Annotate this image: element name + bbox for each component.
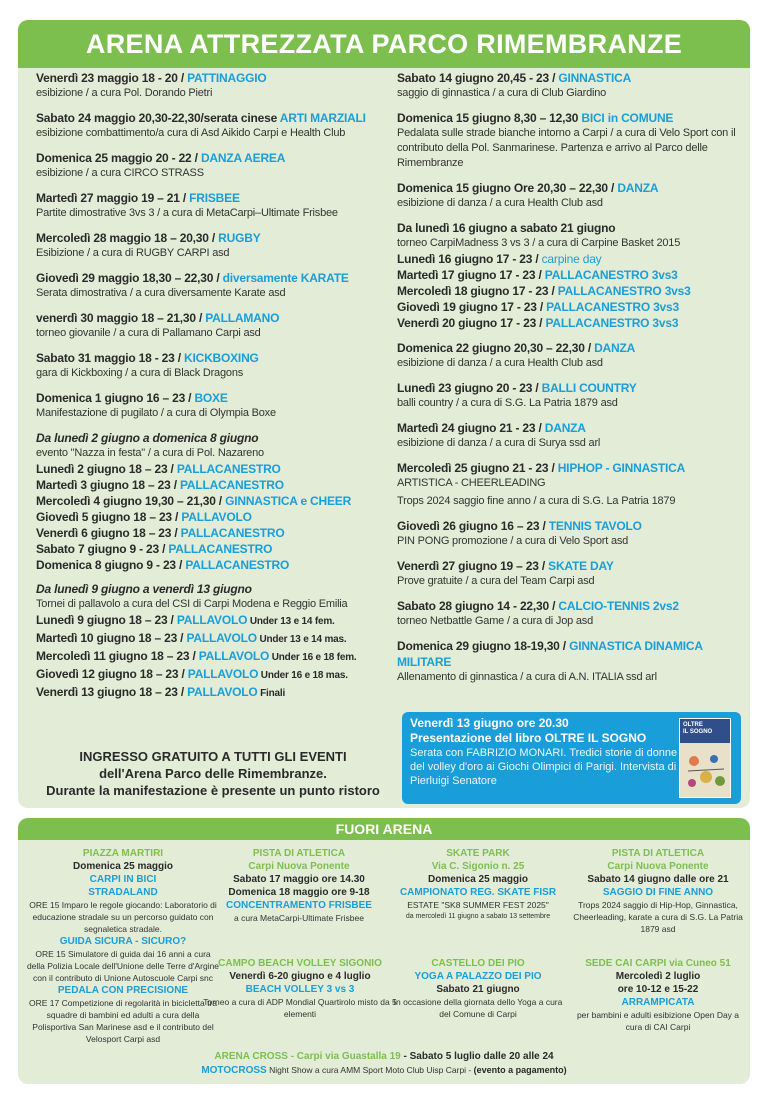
event-item: Domenica 1 giugno 16 – 23 / BOXE Manifestazione di pugilato / a cura di Olympia Boxe (36, 391, 276, 419)
event-item: Sabato 31 maggio 18 - 23 / KICKBOXING gara di Kickboxing / a cura di Black Dragons (36, 351, 259, 379)
event-item: Martedì 24 giugno 21 - 23 / DANZA esibizione di danza / a cura di Surya ssd arl (397, 421, 601, 449)
skate-park-box: SKATE PARK Via C. Sigonio n. 25 Domenica 25 maggio CAMPIONATO REG. SKATE FISR ESTATE "SK8 SUMMER FEST 2025" da mercoledì 11 giugno a sabato 13 settembre (399, 848, 557, 920)
piazza-martiri-box: PIAZZA MARTIRI Domenica 25 maggio CARPI IN BICI STRADALAND ORE 15 Imparo le regole giocando: Laboratorio di educazione stradale su un percorso guidato con segnaletica stradale. GUIDA SICURA - SICURO? ORE 15 Simulatore di guida dai 16 anni a cura della Polizia Locale dell'Unione delle Terre d'Argine con il contributo di Unione Autoscuole Carpi snc PEDALA CON PRECISIONE ORE 17 Competizione di regolarità in bicicletta tra squadre di bambini ed adulti a cura della Polisportiva San Marinese asd e il contributo del Velosport Carpi asd (26, 848, 220, 1044)
left-column (36, 70, 388, 702)
event-item: Giovedì 29 maggio 18,30 – 22,30 / diversamente KARATE Serata dimostrativa / a cura diversamente Karate asd (36, 271, 349, 299)
cai-carpi-box: SEDE CAI CARPI via Cuneo 51 Mercoledì 2 luglio ore 10-12 e 15-22 ARRAMPICATA per bambini e adulti esibizione Open Day a cura di CAI Carpi (576, 958, 740, 1032)
activity-label: BOXE (194, 391, 228, 405)
event-item: Domenica 15 giugno 8,30 – 12,30 BICI in COMUNE Pedalata sulle strade bianche intorno a Carpi / a cura di Velo Sport con il contributo della Pol. Sanmarinese. Partenza e arrivo al Parco delle Rimembranze (397, 111, 736, 169)
carpi-madness-group: Da lunedì 16 giugno a sabato 21 giugno torneo CarpiMadness 3 vs 3 / a cura di Carpine Basket 2015 Lunedì 16 giugno 17 - 23 / carpine day Martedì 17 giugno 17 - 23 / PALLACANESTRO 3vs3 Mercoledì 18 giugno 17 - 23 / PALLACANESTRO 3vs3 Giovedì 19 giugno 17 - 23 / PALLACANESTRO 3vs3 Venerdì 20 giugno 17 - 23 / PALLACANESTRO 3vs3 (397, 221, 691, 330)
event-item: Lunedì 23 giugno 20 - 23 / BALLI COUNTRY balli country / a cura di S.G. La Patria 1879 asd (397, 381, 637, 409)
book-presentation-box: Venerdì 13 giugno ore 20.30 Presentazione del libro OLTRE IL SOGNO Serata con FABRIZIO MONARI. Tredici storie di donne del volley d'oro ai Giochi Olimpici di Parigi. Intervista di Pierluigi Senatore OLTRE IL SOGNO (402, 712, 741, 804)
event-item: Venerdì 23 maggio 18 - 20 / PATTINAGGIO esibizione / a cura Pol. Dorando Pietri (36, 71, 267, 99)
event-item: Mercoledì 28 maggio 18 – 20,30 / RUGBY Esibizione / a cura di RUGBY CARPI asd (36, 231, 261, 259)
event-item: Venerdì 27 giugno 19 – 23 / SKATE DAY Prove gratuite / a cura del Team Carpi asd (397, 559, 614, 587)
event-item: Sabato 14 giugno 20,45 - 23 / GINNASTICA saggio di ginnastica / a cura di Club Giardino (397, 71, 632, 99)
right-column (397, 70, 747, 694)
event-item: Domenica 15 giugno Ore 20,30 – 22,30 / DANZA esibizione di danza / a cura Health Club asd (397, 181, 659, 209)
pista-atletica-box: PISTA DI ATLETICA Carpi Nuova Ponente Sabato 17 maggio ore 14.30 Domenica 18 maggio ore 9-18 CONCENTRAMENTO FRISBEE a cura MetaCarpi-Ultimate Frisbee (226, 848, 372, 923)
event-item: venerdì 30 maggio 18 – 21,30 / PALLAMANO torneo giovanile / a cura di Pallamano Carpi asd (36, 311, 280, 339)
castello-pio-box: CASTELLO DEI PIO YOGA A PALAZZO DEI PIO Sabato 21 giugno In occasione della giornata dello Yoga a cura del Comune di Carpi (393, 958, 563, 1019)
activity-label: diversamente KARATE (222, 271, 349, 285)
event-item: Mercoledì 25 giugno 21 - 23 / HIPHOP - GINNASTICA ARTISTICA - CHEERLEADING Trops 2024 saggio fine anno / a cura di S.G. La Patria 1879 (397, 461, 686, 507)
event-item: Domenica 29 giugno 18-19,30 / GINNASTICA DINAMICA MILITARE Allenamento di ginnastica / a cura di A.N. ITALIA ssd arl (397, 639, 703, 683)
activity-label: RUGBY (218, 231, 261, 245)
fuori-arena-title: FUORI ARENA (18, 818, 750, 840)
activity-label: PATTINAGGIO (187, 71, 267, 85)
event-item: Sabato 24 maggio 20,30-22,30/serata cinese ARTI MARZIALI esibizione combattimento/a cura di Asd Aikido Carpi e Health Club (36, 111, 366, 139)
arena-cross-line: ARENA CROSS - Carpi via Guastalla 19 - Sabato 5 luglio dalle 20 alle 24 MOTOCROSS Night Show a cura AMM Sport Moto Club Uisp Carpi - (evento a pagamento) (201, 1051, 567, 1076)
pista-atletica-2-box: PISTA DI ATLETICA Carpi Nuova Ponente Sabato 14 giugno dalle ore 21 SAGGIO DI FINE ANNO Trops 2024 saggio di Hip-Hop, Ginnastica, Cheerleading, karate a cura di S.G. La Patria 1879 asd (573, 848, 743, 934)
event-item: Domenica 22 giugno 20,30 – 22,30 / DANZA esibizione di danza / a cura Health Club asd (397, 341, 636, 369)
activity-label: ARTI MARZIALI (279, 111, 366, 125)
activity-label: PALLAMANO (205, 311, 280, 325)
book-cover-image: OLTRE IL SOGNO (679, 718, 731, 798)
event-item: Giovedì 26 giugno 16 – 23 / TENNIS TAVOLO PIN PONG promozione / a cura di Velo Sport asd (397, 519, 642, 547)
event-item: Martedì 27 maggio 19 – 21 / FRISBEE Partite dimostrative 3vs 3 / a cura di MetaCarpi–Ultimate Frisbee (36, 191, 338, 219)
event-item: Domenica 25 maggio 20 - 22 / DANZA AEREA esibizione / a cura CIRCO STRASS (36, 151, 286, 179)
volley-players-illustration (684, 749, 728, 793)
activity-label: FRISBEE (189, 191, 240, 205)
csi-group: Da lunedì 9 giugno a venerdì 13 giugno Tornei di pallavolo a cura del CSI di Carpi Modena e Reggio Emilia Lunedì 9 giugno 18 – 23 / PALLAVOLO Under 13 e 14 fem. Martedì 10 giugno 18 – 23 / PALLAVOLO Under 13 e 14 mas. Mercoledì 11 giugno 18 – 23 / PALLAVOLO Under 16 e 18 fem. Giovedì 12 giugno 18 – 23 / PALLAVOLO Under 16 e 18 mas. Venerdì 13 giugno 18 – 23 / PALLAVOLO Finali (36, 582, 357, 699)
activity-label: DANZA AEREA (200, 151, 286, 165)
activity-label: KICKBOXING (184, 351, 259, 365)
event-item: Sabato 28 giugno 14 - 22,30 / CALCIO-TENNIS 2vs2 torneo Netbattle Game / a cura di Jop asd (397, 599, 679, 627)
page-title: ARENA ATTREZZATA PARCO RIMEMBRANZE (18, 20, 750, 68)
free-entry-notice: INGRESSO GRATUITO A TUTTI GLI EVENTI dell'Arena Parco delle Rimembranze. Durante la manifestazione è presente un punto ristoro (46, 749, 380, 798)
beach-volley-box: CAMPO BEACH VOLLEY SIGONIO Venerdì 6-20 giugno e 4 luglio BEACH VOLLEY 3 vs 3 Torneo a cura di ADP Mondial Quartirolo misto da 5 elementi (203, 958, 397, 1019)
nazza-group: Da lunedì 2 giugno a domenica 8 giugno evento "Nazza in festa" / a cura di Pol. Nazareno Lunedì 2 giugno 18 – 23 / PALLACANESTRO Martedì 3 giugno 18 – 23 / PALLACANESTRO Mercoledì 4 giugno 19,30 – 21,30 / GINNASTICA e CHEER Giovedì 5 giugno 18 – 23 / PALLAVOLO Venerdì 6 giugno 18 – 23 / PALLACANESTRO Sabato 7 giugno 9 - 23 / PALLACANESTRO Domenica 8 giugno 9 - 23 / PALLACANESTRO (36, 431, 352, 572)
